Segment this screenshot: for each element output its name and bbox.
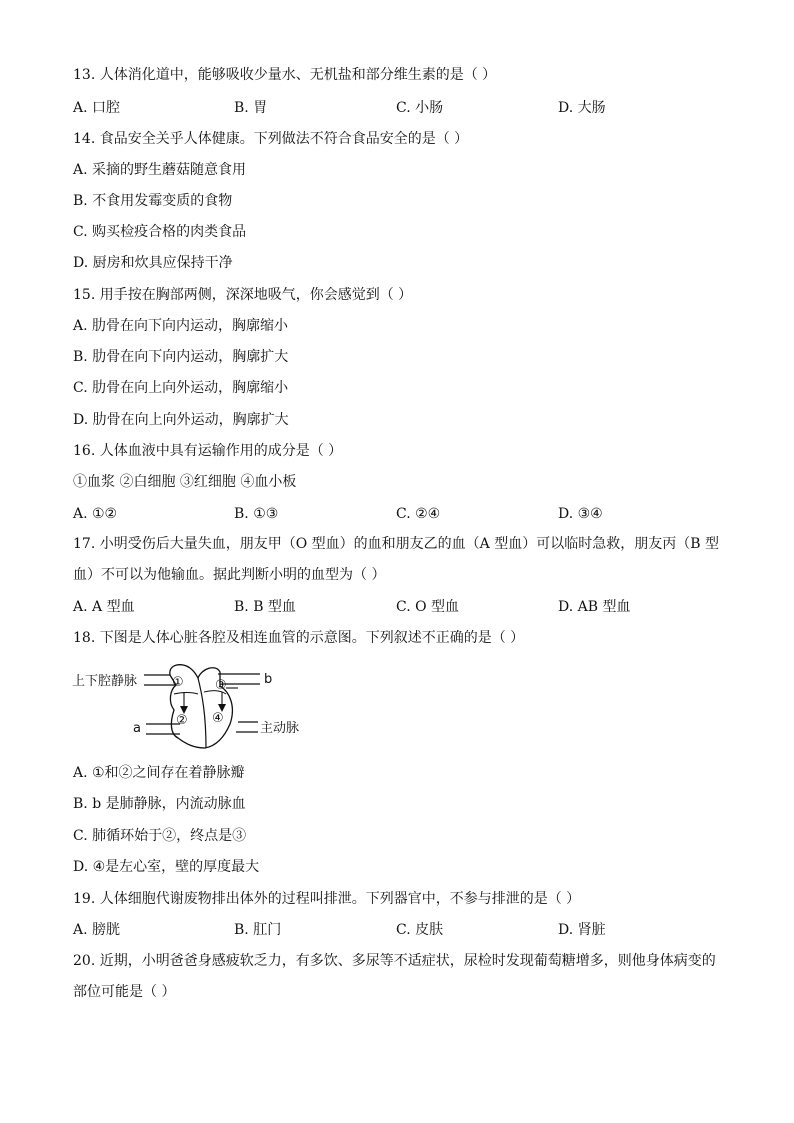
chamber-4: ④	[212, 711, 224, 726]
q18-stem: 18. 下图是人体心脏各腔及相连血管的示意图。下列叙述不正确的是（ ）	[73, 630, 525, 646]
label-vena-cava: 上下腔静脉	[72, 674, 138, 689]
q15-option-a: A. 肋骨在向下向内运动，胸廓缩小	[73, 318, 289, 334]
q18-option-b: B. b 是肺静脉，内流动脉血	[73, 796, 246, 812]
q14-option-c: C. 购买检疫合格的肉类食品	[73, 224, 247, 240]
q14-option-d: D. 厨房和炊具应保持干净	[73, 255, 233, 271]
q18-option-a: A. ①和②之间存在着静脉瓣	[73, 765, 245, 781]
q16-items: ①血浆 ②白细胞 ③红细胞 ④血小板	[73, 474, 297, 490]
q19-option-a: A. 膀胱	[73, 922, 121, 938]
q19-stem: 19. 人体细胞代谢废物排出体外的过程叫排泄。下列器官中，不参与排泄的是（ ）	[73, 891, 581, 907]
q14-option-a: A. 采摘的野生蘑菇随意食用	[73, 162, 247, 178]
q18-option-d: D. ④是左心室，壁的厚度最大	[73, 859, 260, 875]
q19-option-d: D. 肾脏	[558, 922, 606, 938]
q15-option-c: C. 肋骨在向上向外运动，胸廓缩小	[73, 380, 289, 396]
q17-option-c: C. O 型血	[396, 599, 460, 615]
chamber-2: ②	[176, 713, 188, 728]
q14-stem: 14. 食品安全关乎人体健康。下列做法不符合食品安全的是（ ）	[73, 131, 469, 147]
q15-option-b: B. 肋骨在向下向内运动，胸廓扩大	[73, 349, 289, 365]
q13-option-a: A. 口腔	[73, 100, 121, 116]
chamber-1: ①	[172, 675, 184, 690]
q13-option-b: B. 胃	[234, 100, 268, 116]
q16-stem: 16. 人体血液中具有运输作用的成分是（ ）	[73, 443, 343, 459]
label-aorta: 主动脉	[260, 721, 300, 736]
q17-option-b: B. B 型血	[234, 599, 296, 615]
q13-option-c: C. 小肠	[396, 100, 444, 116]
q13-option-d: D. 大肠	[558, 100, 606, 116]
q15-stem: 15. 用手按在胸部两侧，深深地吸气，你会感觉到（ ）	[73, 287, 413, 303]
q17-option-a: A. A 型血	[73, 599, 135, 615]
q16-option-b: B. ①③	[234, 506, 279, 522]
q16-option-a: A. ①②	[73, 506, 118, 522]
q16-option-d: D. ③④	[558, 506, 603, 522]
q13-stem: 13. 人体消化道中，能够吸收少量水、无机盐和部分维生素的是（ ）	[73, 67, 497, 83]
q19-option-b: B. 肛门	[234, 922, 282, 938]
q19-option-c: C. 皮肤	[396, 922, 444, 938]
q16-option-c: C. ②④	[396, 506, 441, 522]
label-a: a	[133, 721, 141, 736]
q20-stem: 20. 近期，小明爸爸身感疲软乏力，有多饮、多尿等不适症状，尿检时发现葡萄糖增多，则他身体病变的部位可能是（ ）	[73, 953, 716, 1000]
chamber-3: ③	[215, 678, 227, 693]
q14-option-b: B. 不食用发霉变质的食物	[73, 193, 233, 209]
q15-option-d: D. 肋骨在向上向外运动，胸廓扩大	[73, 412, 289, 428]
q18-option-c: C. 肺循环始于②，终点是③	[73, 828, 247, 844]
q17-stem: 17. 小明受伤后大量失血，朋友甲（O 型血）的血和朋友乙的血（A 型血）可以临时急救，朋友丙（B 型血）不可以为他输血。据此判断小明的血型为（ ）	[73, 536, 719, 583]
label-b: b	[264, 672, 273, 687]
heart-diagram	[70, 662, 310, 752]
q17-option-d: D. AB 型血	[558, 599, 631, 615]
